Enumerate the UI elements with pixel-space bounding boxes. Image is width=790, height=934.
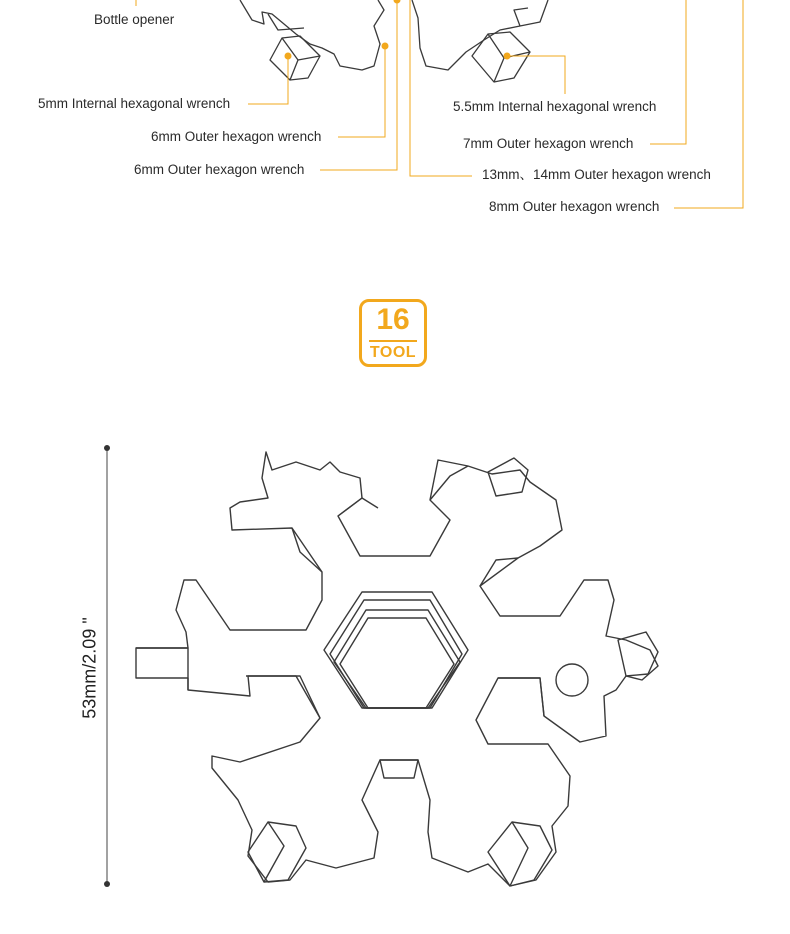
socket-right [618, 632, 658, 676]
label-outer-7mm: 7mm Outer hexagon wrench [463, 136, 634, 151]
tool-outline-left [240, 0, 384, 70]
keyring-hole [556, 664, 588, 696]
tool-silhouette [136, 452, 658, 886]
marker-internal-5mm [285, 53, 292, 60]
hex-socket-right [472, 32, 530, 82]
label-bottle-opener: Bottle opener [94, 12, 175, 27]
marker-outer-6mm-b [394, 0, 401, 4]
label-outer-6mm-a: 6mm Outer hexagon wrench [151, 129, 322, 144]
marker-internal-5-5mm [504, 53, 511, 60]
badge-number: 16 [376, 303, 410, 336]
socket-bottom-right [488, 822, 552, 886]
label-outer-6mm-b: 6mm Outer hexagon wrench [134, 162, 305, 177]
tool-count-badge [359, 299, 427, 367]
center-hex-core [340, 618, 454, 708]
socket-bottom-left [248, 822, 306, 882]
badge-word: TOOL [369, 344, 417, 361]
center-hex-mid [330, 600, 462, 708]
center-hex-outer [324, 592, 468, 708]
callout-diagram [0, 0, 790, 240]
leader-outer-7mm [650, 0, 686, 144]
label-internal-5-5mm: 5.5mm Internal hexagonal wrench [453, 99, 657, 114]
marker-outer-6mm-a [382, 43, 389, 50]
leader-outer-6mm-a [338, 46, 385, 137]
label-outer-13-14mm: 13mm、14mm Outer hexagon wrench [482, 167, 711, 182]
label-outer-8mm: 8mm Outer hexagon wrench [489, 199, 660, 214]
badge-divider [369, 340, 417, 342]
center-hex-inner [334, 610, 460, 708]
dimension-label: 53mm/2.09 " [79, 617, 100, 719]
socket-top-right [488, 458, 528, 496]
label-internal-5mm: 5mm Internal hexagonal wrench [38, 96, 231, 111]
leader-internal-5mm [248, 56, 288, 104]
tool-outline-right [412, 0, 548, 70]
